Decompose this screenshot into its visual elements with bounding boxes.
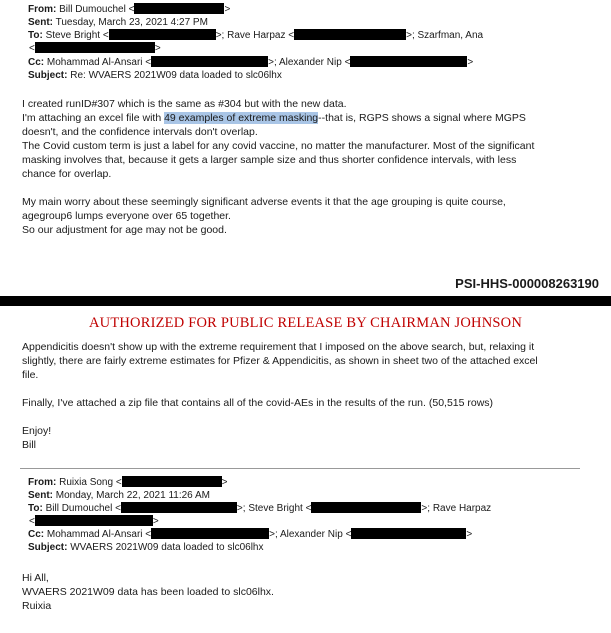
document-page-2 bbox=[0, 306, 611, 633]
redaction-box bbox=[151, 56, 268, 67]
redaction-box bbox=[122, 476, 222, 487]
email-separator-rule bbox=[20, 468, 580, 469]
redaction-box bbox=[35, 42, 155, 53]
email1-sent-line: Sent: Tuesday, March 23, 2021 4:27 PM bbox=[28, 17, 208, 28]
redaction-box bbox=[121, 502, 237, 513]
email2-to-line: To: Bill Dumouchel < >; Steve Bright < >; Rave Harpaz bbox=[28, 503, 492, 514]
release-banner: AUTHORIZED FOR PUBLIC RELEASE BY CHAIRMAN JOHNSON bbox=[88, 315, 522, 331]
email2-cc-line: Cc: Mohammad Al-Ansari < >; Alexander Nip < > bbox=[28, 529, 473, 540]
email2-sent-line: Sent: Monday, March 22, 2021 11:26 AM bbox=[28, 490, 210, 501]
redaction-box bbox=[311, 502, 421, 513]
email2-body: Hi All, WVAERS 2021W09 data has been loaded to slc06lhx. Ruixia bbox=[22, 572, 274, 612]
email2-to-continuation: < > bbox=[29, 516, 159, 527]
email1-to-line: To: Steve Bright < >; Rave Harpaz < >; Szarfman, Ana bbox=[28, 30, 484, 41]
email1-to-continuation: < > bbox=[29, 43, 161, 54]
email1-cc-line: Cc: Mohammad Al-Ansari < >; Alexander Nip < > bbox=[28, 57, 474, 68]
email2-subject-line: Subject: WVAERS 2021W09 data loaded to slc06lhx bbox=[28, 542, 264, 553]
redaction-box bbox=[350, 56, 467, 67]
bates-number: PSI-HHS-000008263190 bbox=[455, 276, 599, 291]
email2-from-line: From: Ruixia Song < > bbox=[28, 477, 228, 488]
highlighted-text: 49 examples of extreme masking bbox=[164, 112, 319, 124]
email1-body: I created runID#307 which is the same as #304 but with the new data. I'm attaching an excel file with 49 examples of extreme masking--that is, RGPS shows a signal where MGPS doesn't, and the confidence intervals don't overlap. The Covid custom term is just a label for any covid vaccine, no matter the manufacturer. Most of the significant masking involves that, because it gets a larger sample size and thus shorter confidence intervals, with less chance for overlap. My main worry about these seemingly significant adverse events it that the age grouping is quite course, agegroup6 lumps everyone over 65 together. So our adjustment for age may not be good. bbox=[22, 97, 594, 237]
redaction-box bbox=[109, 29, 216, 40]
redaction-box bbox=[35, 515, 153, 526]
redaction-box bbox=[151, 528, 269, 539]
email1-body-line-2: I'm attaching an excel file with 49 examples of extreme masking--that is, RGPS shows a signal where MGPS bbox=[22, 112, 526, 124]
email1-from-line: From: Bill Dumouchel < > bbox=[28, 4, 231, 15]
page-divider bbox=[0, 296, 611, 306]
page2-body: Appendicitis doesn't show up with the extreme requirement that I imposed on the above search, but, relaxing it slightly, there are fairly extreme estimates for Pfizer & Appendicitis, as shown in sheet two of the attached excel file. Finally, I've attached a zip file that contains all of the covid-AEs in the results of the run. (50,515 rows) Enjoy! Bill bbox=[22, 341, 538, 451]
redaction-box bbox=[134, 3, 224, 14]
email1-subject-line: Subject: Re: WVAERS 2021W09 data loaded to slc06lhx bbox=[28, 70, 282, 81]
redaction-box bbox=[351, 528, 466, 539]
redaction-box bbox=[294, 29, 406, 40]
document-page-1 bbox=[0, 0, 611, 296]
